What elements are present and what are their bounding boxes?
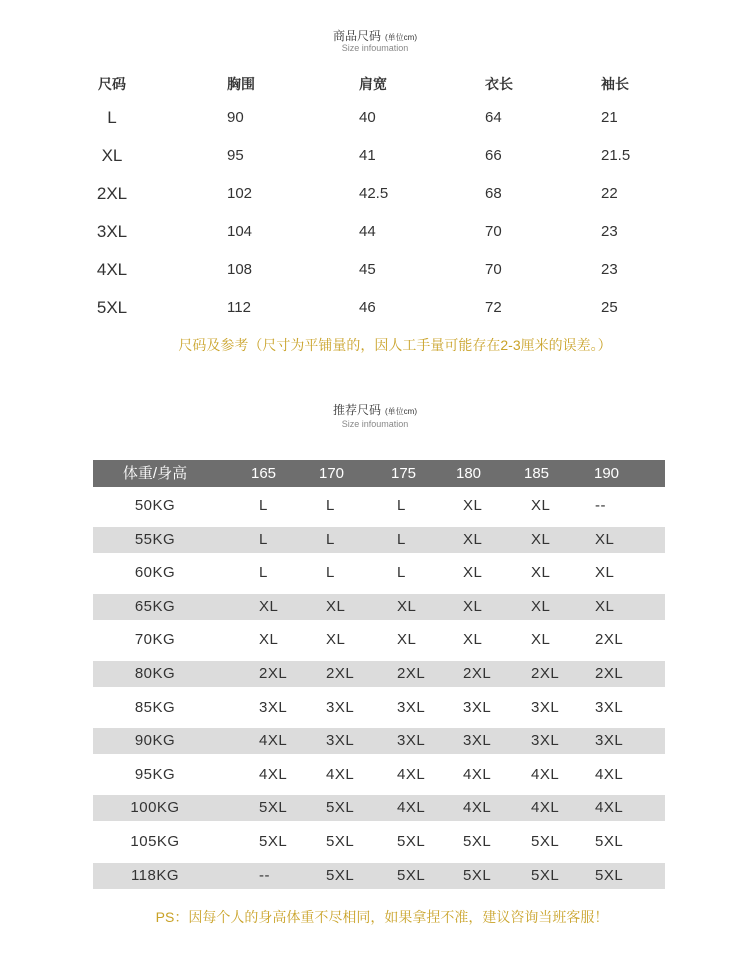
table-cell: 3XL bbox=[595, 698, 624, 716]
table-cell: 102 bbox=[227, 185, 253, 202]
table-cell: 95 bbox=[227, 147, 244, 164]
table-cell: 5XL bbox=[595, 866, 624, 884]
table-row bbox=[93, 794, 665, 828]
table-cell: 23 bbox=[601, 223, 618, 240]
table-cell: 5XL bbox=[259, 832, 288, 850]
table-row bbox=[93, 559, 665, 593]
weight-label: 95KG bbox=[134, 765, 176, 783]
table-cell: 4XL bbox=[397, 799, 426, 817]
table-row bbox=[93, 660, 665, 694]
table-row bbox=[0, 144, 750, 182]
table-cell: -- bbox=[259, 866, 270, 884]
table-cell: 23 bbox=[601, 261, 618, 278]
table-cell: 42.5 bbox=[359, 185, 389, 202]
recommend-note: PS：因每个人的身高体重不尽相同，如果拿捏不准，建议咨询当班客服！ bbox=[155, 909, 609, 925]
table-cell: XL bbox=[463, 564, 483, 582]
table-cell: 70 bbox=[485, 261, 502, 278]
recommend-header-row bbox=[93, 460, 665, 487]
table-cell: XL bbox=[595, 530, 615, 548]
table-cell: 2XL bbox=[397, 664, 426, 682]
header-height-190: 190 bbox=[594, 465, 620, 482]
header-height-165: 165 bbox=[251, 465, 277, 482]
table-cell: 21 bbox=[601, 109, 618, 126]
weight-label: 50KG bbox=[134, 497, 176, 514]
table-cell: XL bbox=[531, 564, 551, 582]
table-cell: 4XL bbox=[531, 765, 560, 783]
table-cell: 21.5 bbox=[601, 147, 631, 164]
table-cell: 4XL bbox=[259, 732, 288, 750]
table-cell: XL bbox=[397, 631, 417, 649]
size-chart-header-row bbox=[0, 72, 750, 106]
table-cell: L bbox=[259, 564, 268, 582]
header-length: 衣长 bbox=[485, 76, 513, 92]
table-row bbox=[0, 296, 750, 334]
table-cell: 3XL bbox=[463, 732, 492, 750]
table-cell: 22 bbox=[601, 185, 618, 202]
size-chart-title-text: 商品尺码 bbox=[332, 29, 381, 43]
table-cell: 4XL bbox=[397, 765, 426, 783]
table-cell: XL bbox=[259, 631, 279, 649]
size-chart-unit: (单位cm) bbox=[385, 33, 417, 42]
table-cell: XL bbox=[595, 564, 615, 582]
table-cell: 3XL bbox=[397, 698, 426, 716]
table-cell: 45 bbox=[359, 261, 376, 278]
header-size: 尺码 bbox=[98, 76, 126, 92]
table-row bbox=[93, 694, 665, 728]
table-cell: L bbox=[259, 497, 268, 514]
table-cell: 66 bbox=[485, 147, 502, 164]
table-row bbox=[0, 182, 750, 220]
table-row bbox=[93, 526, 665, 560]
weight-label: 60KG bbox=[134, 564, 176, 582]
table-cell: 4XL bbox=[595, 799, 624, 817]
table-cell: 104 bbox=[227, 223, 253, 240]
table-cell: 5XL bbox=[397, 866, 426, 884]
size-chart-subtitle: Size infoumation bbox=[341, 43, 409, 53]
table-row bbox=[93, 761, 665, 795]
table-cell: L bbox=[326, 497, 335, 514]
table-cell: 2XL bbox=[259, 664, 288, 682]
table-cell: XL bbox=[595, 597, 615, 615]
weight-label: 118KG bbox=[130, 866, 180, 884]
weight-label: 55KG bbox=[134, 530, 176, 548]
table-cell: 3XL bbox=[326, 698, 355, 716]
recommend-unit: (单位cm) bbox=[385, 407, 417, 416]
table-cell: L bbox=[397, 564, 406, 582]
recommend-title-text: 推荐尺码 bbox=[332, 403, 381, 417]
table-row bbox=[93, 828, 665, 862]
table-cell: 4XL bbox=[463, 765, 492, 783]
weight-label: 105KG bbox=[130, 832, 180, 850]
table-cell: 3XL bbox=[259, 698, 288, 716]
table-cell: 108 bbox=[227, 261, 253, 278]
table-cell: XL bbox=[531, 497, 551, 514]
table-cell: 4XL bbox=[259, 765, 288, 783]
table-cell: 5XL bbox=[531, 832, 560, 850]
table-cell: 41 bbox=[359, 147, 376, 164]
table-cell: L bbox=[259, 530, 268, 548]
table-cell: XL bbox=[463, 530, 483, 548]
table-cell: 5XL bbox=[326, 866, 355, 884]
table-cell: XL bbox=[463, 497, 483, 514]
recommend-title bbox=[0, 401, 750, 418]
recommend-table bbox=[93, 460, 665, 895]
weight-label: 65KG bbox=[134, 597, 176, 615]
table-cell: XL bbox=[463, 597, 483, 615]
header-height-185: 185 bbox=[524, 465, 550, 482]
weight-label: 100KG bbox=[130, 799, 180, 817]
table-cell: XL bbox=[531, 530, 551, 548]
table-row bbox=[93, 626, 665, 660]
table-row bbox=[93, 862, 665, 896]
table-cell: 4XL bbox=[531, 799, 560, 817]
header-sleeve: 袖长 bbox=[601, 76, 629, 92]
table-row bbox=[93, 727, 665, 761]
table-cell: XL bbox=[531, 631, 551, 649]
size-label: 2XL bbox=[96, 184, 128, 203]
weight-label: 70KG bbox=[134, 631, 176, 649]
table-cell: L bbox=[326, 564, 335, 582]
size-label: 4XL bbox=[96, 260, 128, 279]
table-cell: 25 bbox=[601, 299, 618, 316]
table-cell: 5XL bbox=[326, 799, 355, 817]
table-cell: 2XL bbox=[595, 631, 624, 649]
table-cell: 3XL bbox=[326, 732, 355, 750]
table-cell: XL bbox=[531, 597, 551, 615]
size-label: XL bbox=[101, 146, 123, 165]
weight-label: 80KG bbox=[134, 664, 176, 682]
table-cell: 2XL bbox=[463, 664, 492, 682]
table-cell: L bbox=[397, 530, 406, 548]
table-cell: -- bbox=[595, 497, 606, 514]
table-cell: XL bbox=[259, 597, 279, 615]
header-height-175: 175 bbox=[391, 465, 417, 482]
table-cell: 40 bbox=[359, 109, 376, 126]
weight-label: 90KG bbox=[134, 732, 176, 750]
recommend-subtitle: Size infoumation bbox=[341, 419, 409, 429]
table-cell: XL bbox=[326, 597, 346, 615]
header-chest: 胸围 bbox=[227, 76, 255, 92]
header-height-180: 180 bbox=[456, 465, 482, 482]
table-cell: L bbox=[326, 530, 335, 548]
table-cell: 3XL bbox=[531, 732, 560, 750]
table-cell: 46 bbox=[359, 299, 376, 316]
table-cell: 2XL bbox=[531, 664, 560, 682]
table-cell: XL bbox=[397, 597, 417, 615]
table-cell: 5XL bbox=[397, 832, 426, 850]
table-cell: 64 bbox=[485, 109, 502, 126]
size-chart-table bbox=[0, 72, 750, 334]
table-cell: 112 bbox=[227, 299, 251, 316]
table-cell: 5XL bbox=[463, 832, 492, 850]
size-label: L bbox=[107, 108, 117, 127]
table-cell: 3XL bbox=[595, 732, 624, 750]
table-cell: 44 bbox=[359, 223, 376, 240]
table-row bbox=[0, 220, 750, 258]
size-label: 3XL bbox=[96, 222, 128, 241]
table-cell: 4XL bbox=[326, 765, 355, 783]
size-chart-title bbox=[0, 27, 750, 44]
size-label: 5XL bbox=[96, 298, 128, 317]
table-cell: 5XL bbox=[531, 866, 560, 884]
table-row bbox=[93, 492, 665, 526]
table-cell: 2XL bbox=[595, 664, 624, 682]
table-row bbox=[0, 258, 750, 296]
table-cell: 68 bbox=[485, 185, 502, 202]
table-cell: 3XL bbox=[397, 732, 426, 750]
table-cell: 3XL bbox=[531, 698, 560, 716]
table-cell: XL bbox=[326, 631, 346, 649]
table-cell: 2XL bbox=[326, 664, 355, 682]
table-row bbox=[93, 593, 665, 627]
table-cell: 5XL bbox=[326, 832, 355, 850]
weight-label: 85KG bbox=[134, 698, 176, 716]
table-row bbox=[0, 106, 750, 144]
size-chart-note: 尺码及参考（尺寸为平铺量的，因人工手量可能存在2-3厘米的误差。） bbox=[178, 337, 612, 353]
table-cell: 5XL bbox=[463, 866, 492, 884]
table-cell: 70 bbox=[485, 223, 502, 240]
table-cell: 90 bbox=[227, 109, 244, 126]
table-cell: XL bbox=[463, 631, 483, 649]
table-cell: L bbox=[397, 497, 406, 514]
header-weight-height: 体重/身高 bbox=[122, 465, 188, 482]
table-cell: 4XL bbox=[595, 765, 624, 783]
header-height-170: 170 bbox=[319, 465, 345, 482]
header-shoulder: 肩宽 bbox=[359, 76, 387, 92]
table-cell: 5XL bbox=[259, 799, 288, 817]
table-cell: 72 bbox=[485, 299, 502, 316]
table-cell: 3XL bbox=[463, 698, 492, 716]
table-cell: 5XL bbox=[595, 832, 624, 850]
table-cell: 4XL bbox=[463, 799, 492, 817]
